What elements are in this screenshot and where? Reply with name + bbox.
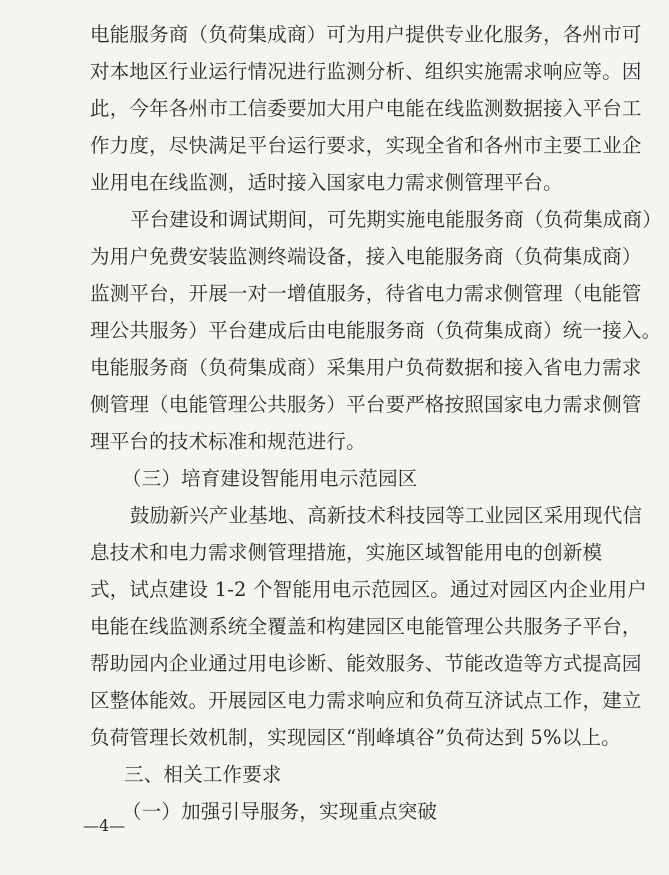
paragraph-2-line-2: 为用户免费安装监测终端设备，接入电能服务商（负荷集成商） <box>90 245 642 268</box>
paragraph-2-line-5: 电能服务商（负荷集成商）采集用户负荷数据和接入省电力需求 <box>90 356 642 379</box>
paragraph-3-line-2: 息技术和电力需求侧管理措施，实施区域智能用电的创新模 <box>90 541 603 564</box>
paragraph-2-line-1: 平台建设和调试期间，可先期实施电能服务商（负荷集成商） <box>130 208 662 231</box>
paragraph-2-line-7: 理平台的技术标准和规范进行。 <box>90 430 366 453</box>
paragraph-1-line-2: 对本地区行业运行情况进行监测分析、组织实施需求响应等。因 <box>90 60 642 83</box>
paragraph-3-line-7: 负荷管理长效机制，实现园区“削峰填谷”负荷达到 5%以上。 <box>90 726 621 749</box>
paragraph-1-line-4: 作力度，尽快满足平台运行要求，实现全省和各州市主要工业企 <box>90 134 642 157</box>
paragraph-1-line-5: 业用电在线监测，适时接入国家电力需求侧管理平台。 <box>90 171 563 194</box>
paragraph-3-line-3: 式，试点建设 1-2 个智能用电示范园区。通过对园区内企业用户 <box>90 578 647 601</box>
paragraph-2-line-4: 理公共服务）平台建成后由电能服务商（负荷集成商）统一接入。 <box>90 319 662 342</box>
subsection-heading-guidance: （一）加强引导服务，实现重点突破 <box>122 800 438 823</box>
section-heading-requirements: 三、相关工作要求 <box>124 763 282 786</box>
page-number: —4— <box>83 816 126 835</box>
paragraph-3-line-4: 电能在线监测系统全覆盖和构建园区电能管理公共服务子平台， <box>90 615 642 638</box>
paragraph-3-line-6: 区整体能效。开展园区电力需求响应和负荷互济试点工作，建立 <box>90 689 642 712</box>
paragraph-2-line-3: 监测平台，开展一对一增值服务，待省电力需求侧管理（电能管 <box>90 282 642 305</box>
paragraph-1-line-3: 此，今年各州市工信委要加大用户电能在线监测数据接入平台工 <box>90 97 642 120</box>
section-heading-three: （三）培育建设智能用电示范园区 <box>122 467 418 490</box>
paragraph-3-line-5: 帮助园内企业通过用电诊断、能效服务、节能改造等方式提高园 <box>90 652 642 675</box>
paragraph-1-line-1: 电能服务商（负荷集成商）可为用户提供专业化服务，各州市可 <box>90 23 642 46</box>
paragraph-2-line-6: 侧管理（电能管理公共服务）平台要严格按照国家电力需求侧管 <box>90 393 642 416</box>
paragraph-3-line-1: 鼓励新兴产业基地、高新技术科技园等工业园区采用现代信 <box>130 504 643 527</box>
